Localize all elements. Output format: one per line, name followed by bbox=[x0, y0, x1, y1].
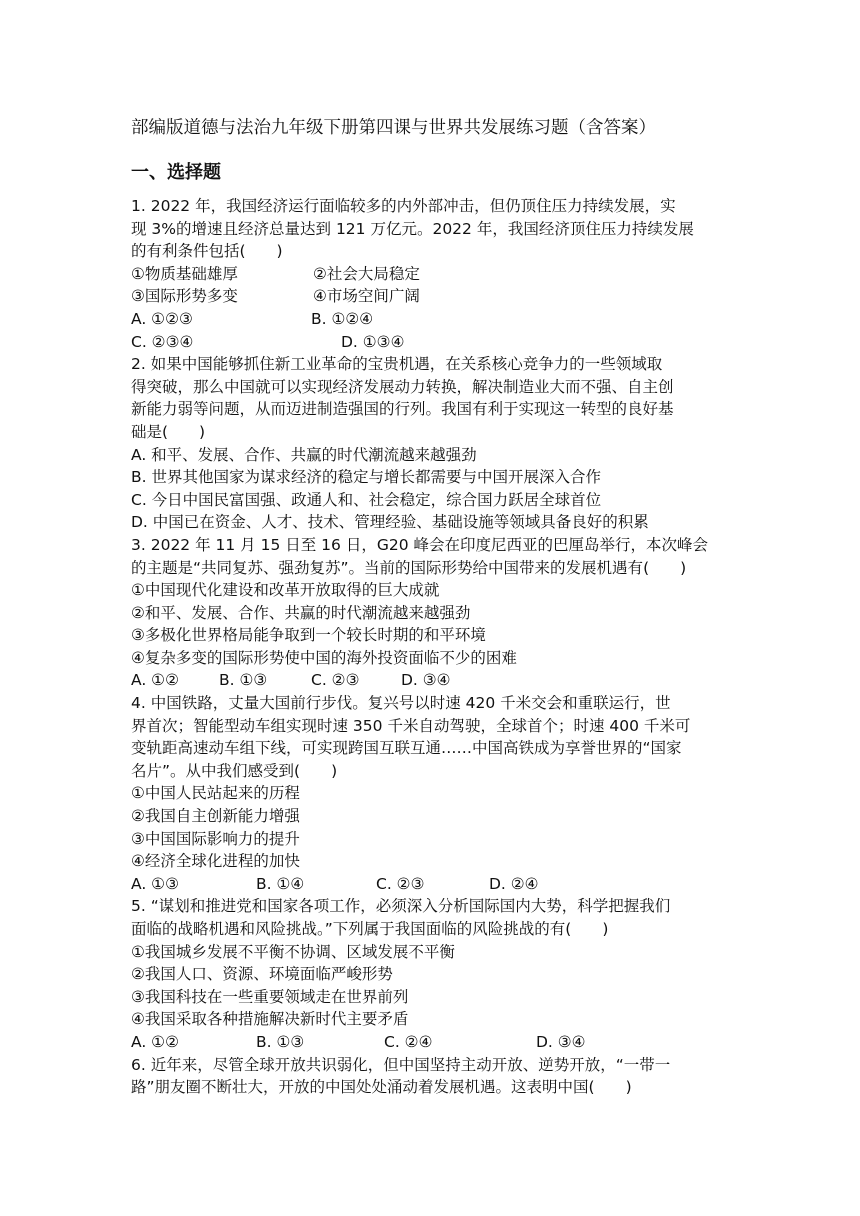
question-stem-line: 的有利条件包括( ) bbox=[131, 242, 283, 261]
question-stem-line: 础是( ) bbox=[131, 422, 206, 441]
answer-option-row bbox=[131, 1031, 731, 1054]
answer-option: A. ①②③ bbox=[131, 309, 193, 328]
question-stem-line: 3. 2022 年 11 月 15 日至 16 日，G20 峰会在印度尼西亚的巴厘岛举行，本次峰会 bbox=[131, 535, 708, 554]
question-3 bbox=[131, 534, 731, 692]
question-stem-line: 界首次；智能型动车组实现时速 350 千米自动驾驶，全球首个；时速 400 千米可 bbox=[131, 716, 691, 735]
answer-option: C. ②④ bbox=[384, 1032, 433, 1051]
question-stem-line: 变轨距高速动车组下线，可实现跨国互联互通……中国高铁成为享誉世界的“国家 bbox=[131, 739, 682, 758]
question-stem-line: 4. 中国铁路，丈量大国前行步伐。复兴号以时速 420 千米交会和重联运行，世 bbox=[131, 694, 671, 713]
answer-option: C. ②③④ bbox=[131, 332, 194, 351]
question-stem-line: 新能力弱等问题，从而迈进制造强国的行列。我国有利于实现这一转型的良好基 bbox=[131, 400, 674, 419]
question-item: ②社会大局稳定 bbox=[313, 264, 420, 283]
question-item: ④复杂多变的国际形势使中国的海外投资面临不少的困难 bbox=[131, 648, 517, 667]
answer-option: B. ①③ bbox=[219, 671, 268, 690]
question-item: ①中国人民站起来的历程 bbox=[131, 784, 300, 803]
question-item: ②和平、发展、合作、共赢的时代潮流越来越强劲 bbox=[131, 603, 471, 622]
document-title: 部编版道德与法治九年级下册第四课与世界共发展练习题（含答案） bbox=[131, 118, 656, 138]
answer-option-row bbox=[131, 873, 731, 896]
question-stem-line: 6. 近年来，尽管全球开放共识弱化，但中国坚持主动开放、逆势开放，“一带一 bbox=[131, 1055, 671, 1074]
question-4 bbox=[131, 692, 731, 895]
question-1 bbox=[131, 195, 731, 353]
question-stem-line: 2. 如果中国能够抓住新工业革命的宝贵机遇，在关系核心竞争力的一些领域取 bbox=[131, 355, 663, 374]
question-5 bbox=[131, 895, 731, 1053]
question-item: ②我国人口、资源、环境面临严峻形势 bbox=[131, 965, 393, 984]
answer-option: D. ①③④ bbox=[341, 332, 405, 351]
answer-option: B. ①③ bbox=[256, 1032, 305, 1051]
answer-option: C. ②③ bbox=[311, 671, 360, 690]
answer-option: C. 今日中国民富国强、政通人和、社会稳定，综合国力跃居全球首位 bbox=[131, 490, 602, 509]
answer-option: C. ②③ bbox=[376, 874, 425, 893]
answer-option: B. 世界其他国家为谋求经济的稳定与增长都需要与中国开展深入合作 bbox=[131, 468, 601, 487]
section-heading: 一、选择题 bbox=[131, 162, 221, 183]
answer-option: A. 和平、发展、合作、共赢的时代潮流越来越强劲 bbox=[131, 445, 477, 464]
question-item: ④经济全球化进程的加快 bbox=[131, 852, 300, 871]
question-2 bbox=[131, 353, 731, 534]
question-item: ④市场空间广阔 bbox=[313, 287, 420, 306]
answer-option: B. ①④ bbox=[256, 874, 305, 893]
question-stem-line: 路”朋友圈不断壮大，开放的中国处处涌动着发展机遇。这表明中国( ) bbox=[131, 1078, 632, 1097]
answer-option: D. 中国已在资金、人才、技术、管理经验、基础设施等领域具备良好的积累 bbox=[131, 513, 649, 532]
question-item: ③国际形势多变 bbox=[131, 287, 238, 306]
answer-option: A. ①② bbox=[131, 671, 179, 690]
question-item-row bbox=[131, 285, 731, 308]
answer-option: D. ②④ bbox=[489, 874, 539, 893]
answer-option: D. ③④ bbox=[536, 1032, 586, 1051]
question-item: ④我国采取各种措施解决新时代主要矛盾 bbox=[131, 1010, 409, 1029]
question-stem-line: 1. 2022 年，我国经济运行面临较多的内外部冲击，但仍顶住压力持续发展，实 bbox=[131, 197, 676, 215]
answer-option: A. ①② bbox=[131, 1032, 179, 1051]
question-stem-line: 的主题是“共同复苏、强劲复苏”。当前的国际形势给中国带来的发展机遇有( ) bbox=[131, 558, 687, 577]
question-item: ①中国现代化建设和改革开放取得的巨大成就 bbox=[131, 581, 440, 600]
answer-option: B. ①②④ bbox=[311, 309, 374, 328]
question-stem-line: 面临的战略机遇和风险挑战。”下列属于我国面临的风险挑战的有( ) bbox=[131, 920, 609, 938]
question-item: ③中国国际影响力的提升 bbox=[131, 829, 300, 848]
question-stem-line: 得突破，那么中国就可以实现经济发展动力转换，解决制造业大而不强、自主创 bbox=[131, 377, 674, 396]
question-item: ①我国城乡发展不平衡不协调、区域发展不平衡 bbox=[131, 942, 455, 961]
question-item: ②我国自主创新能力增强 bbox=[131, 807, 300, 826]
question-item-row bbox=[131, 263, 731, 286]
question-stem-line: 名片”。从中我们感受到( ) bbox=[131, 761, 338, 780]
answer-option-row bbox=[131, 669, 731, 692]
answer-option-row bbox=[131, 308, 731, 331]
answer-option-row bbox=[131, 331, 731, 354]
question-list bbox=[131, 195, 731, 1099]
answer-option: A. ①③ bbox=[131, 874, 179, 893]
question-item: ①物质基础雄厚 bbox=[131, 264, 238, 283]
question-stem-line: 现 3%的增速且经济总量达到 121 万亿元。2022 年，我国经济顶住压力持续发展 bbox=[131, 219, 694, 238]
question-item: ③我国科技在一些重要领域走在世界前列 bbox=[131, 987, 409, 1006]
question-6 bbox=[131, 1054, 731, 1099]
question-item: ③多极化世界格局能争取到一个较长时期的和平环境 bbox=[131, 626, 486, 645]
question-stem-line: 5. “谋划和推进党和国家各项工作，必须深入分析国际国内大势，科学把握我们 bbox=[131, 897, 671, 916]
answer-option: D. ③④ bbox=[401, 671, 451, 690]
